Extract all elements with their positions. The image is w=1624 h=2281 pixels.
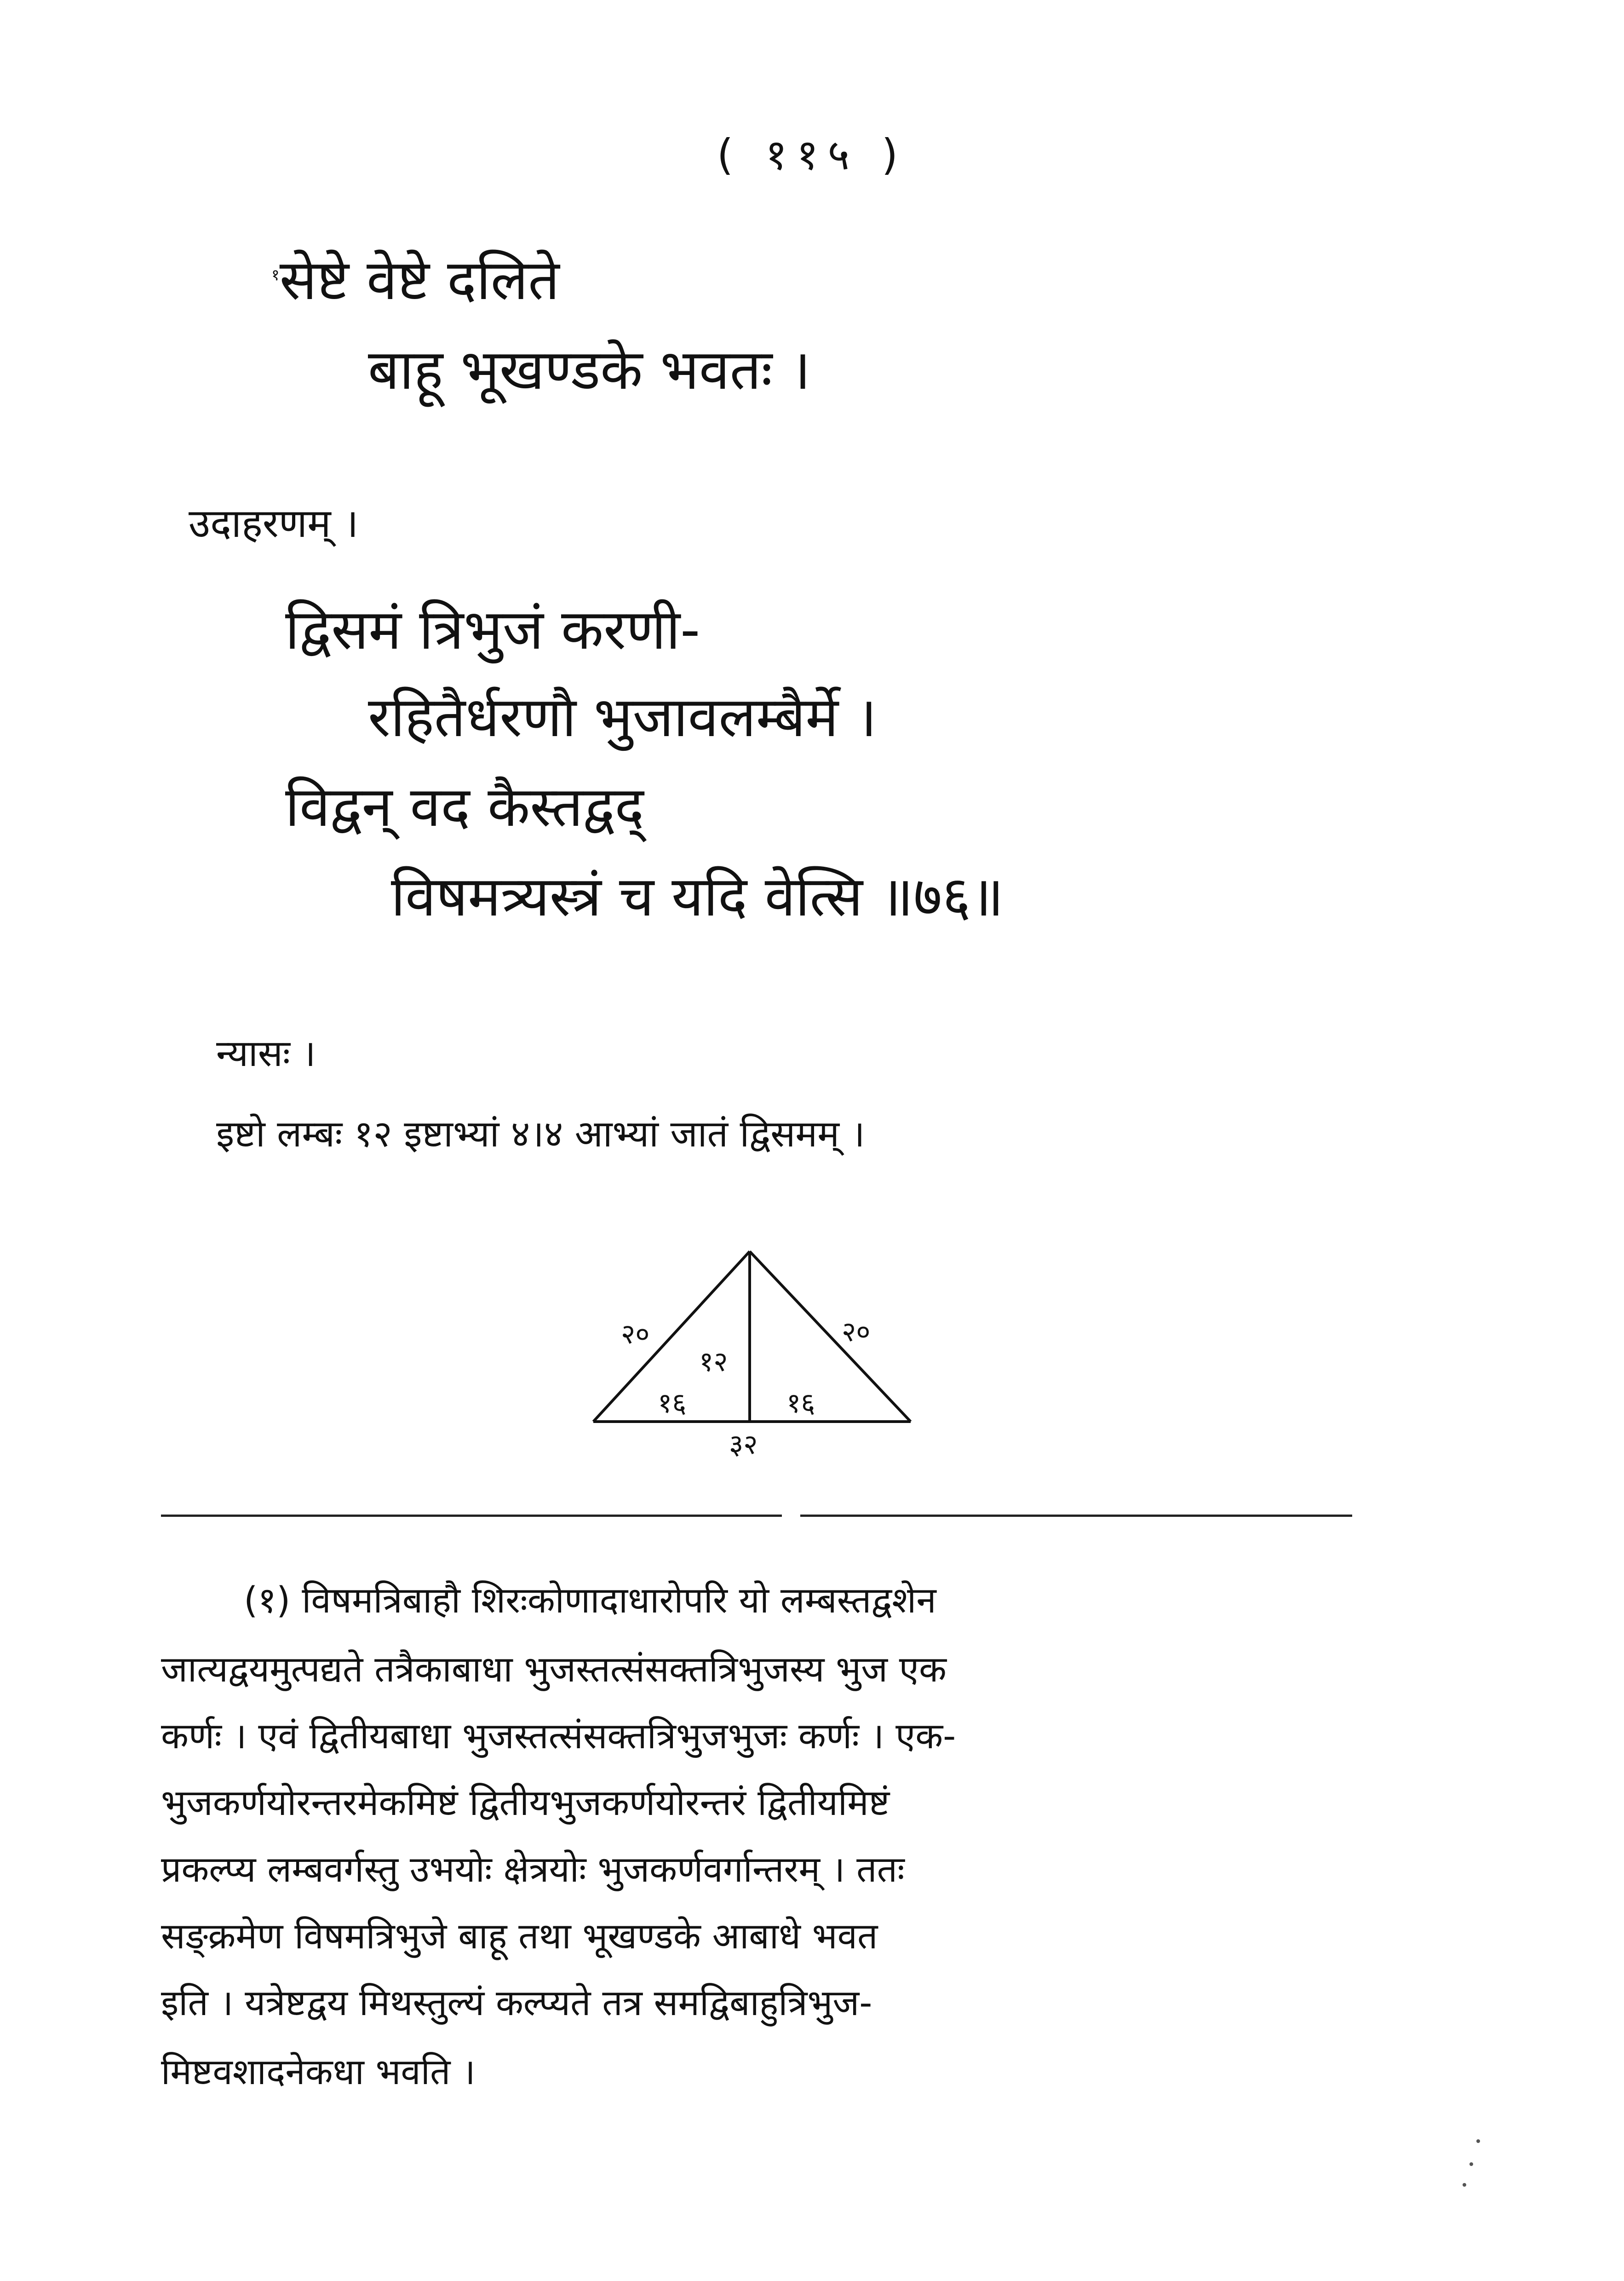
footnote-line-7: इति । यत्रेष्टद्वय मिथस्तुल्यं कल्प्यते तत्र समद्विबाहुत्रिभुज- [161, 1982, 872, 2024]
sutra-line-2: बाहू भूखण्डके भवतः । [368, 338, 811, 402]
verse-line-4: विषमत्र्यस्त्रं च यदि वेत्सि ॥७६॥ [391, 865, 1004, 929]
footnote-line-8: मिष्टवशादनेकधा भवति । [161, 2051, 476, 2093]
nyasa-text: इष्टो लम्बः १२ इष्टाभ्यां ४।४ आभ्यां जातं द्विसमम् । [216, 1112, 865, 1155]
page-number: ( ११५ ) [717, 130, 907, 179]
example-heading: उदाहरणम् । [189, 501, 359, 547]
left-side-label: २० [621, 1318, 650, 1350]
verse-line-3: विद्वन् वद कैस्तद्वद् [285, 775, 644, 839]
right-side-label: २० [842, 1316, 871, 1348]
footnote-line-5: प्रकल्प्य लम्बवर्गस्तु उभयोः क्षेत्रयोः भुजकर्णवर्गान्तरम् । ततः [161, 1849, 905, 1890]
triangle-diagram [575, 1238, 934, 1468]
footnote-marker: १ [271, 266, 280, 284]
footnote-line-6: सङ्क्रमेण विषमत्रिभुजे बाहू तथा भूखण्डके आबाधे भवत [161, 1916, 878, 1957]
verse-line-2: रहितैर्धरणौ भुजावलम्बैर्मे । [368, 685, 877, 749]
nyasa-heading: न्यासः । [216, 1032, 316, 1075]
footnote-rule-left [161, 1515, 782, 1517]
footnote-rule-right [800, 1515, 1352, 1517]
footnote-line-3: कर्णः । एवं द्वितीयबाधा भुजस्तत्संसक्तत्रिभुजभुजः कर्णः । एक- [161, 1716, 956, 1757]
scan-speck [1476, 2139, 1480, 2143]
footnote-line-1: (१) विषमत्रिबाहौ शिरःकोणादाधारोपरि यो लम्बस्तद्वशेन [244, 1580, 936, 1621]
verse-line-1: द्विसमं त्रिभुजं करणी- [285, 598, 700, 662]
scan-speck [1469, 2162, 1473, 2166]
left-segment-label: १६ [658, 1387, 687, 1419]
sutra-line-1: $^१$सेष्टे वेष्टे दलिते [271, 248, 560, 312]
triangle-right-side [750, 1251, 911, 1422]
altitude-label: १२ [699, 1346, 728, 1378]
scan-speck [1463, 2183, 1466, 2187]
footnote-line-4: भुजकर्णयोरन्तरमेकमिष्टं द्वितीयभुजकर्णयोरन्तरं द्वितीयमिष्टं [161, 1782, 890, 1824]
base-label: ३२ [729, 1429, 758, 1461]
right-segment-label: १६ [786, 1387, 815, 1419]
footnote-line-2: जात्यद्वयमुत्पद्यते तत्रैकाबाधा भुजस्तत्संसक्तत्रिभुजस्य भुज एक [161, 1649, 947, 1690]
